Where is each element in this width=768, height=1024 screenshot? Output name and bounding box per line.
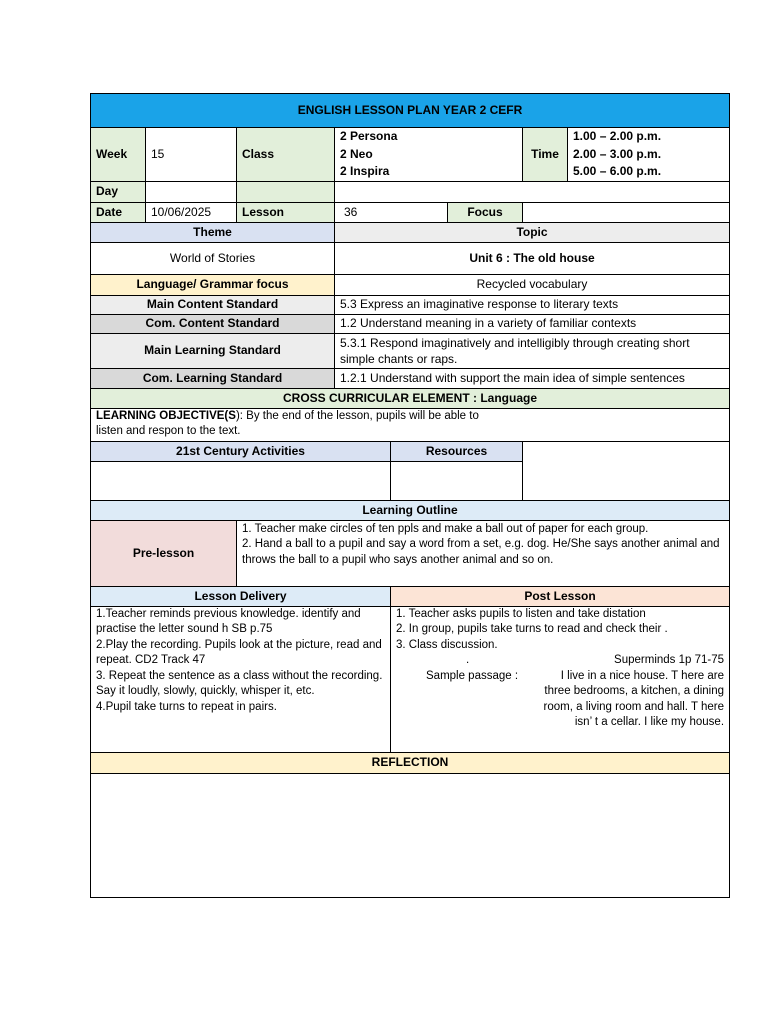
day-label: Day	[91, 181, 146, 202]
time-label: Time	[523, 128, 568, 182]
main-learning-standard-value: 5.3.1 Respond imaginatively and intelligibly through creating short simple chants or raps.	[335, 333, 730, 368]
learning-objective-text: By the end of the lesson, pupils will be able to	[242, 409, 479, 422]
theme-value: World of Stories	[91, 242, 335, 274]
week-label: Week	[91, 128, 146, 182]
sample-passage-text: room, a living room and hall. T here	[543, 700, 725, 713]
century-activities-label: 21st Century Activities	[91, 441, 391, 461]
com-learning-standard-label: Com. Learning Standard	[91, 368, 335, 388]
day-blank	[237, 181, 335, 202]
resources-label: Resources	[391, 441, 523, 461]
time-item: 1.00 – 2.00 p.m.	[573, 129, 662, 143]
post-lesson-label: Post Lesson	[391, 586, 730, 606]
superminds-reference: Superminds 1p 71-75	[614, 654, 725, 666]
post-lesson-content	[391, 606, 730, 752]
topic-label: Topic	[335, 222, 730, 242]
page-title: ENGLISH LESSON PLAN YEAR 2 CEFR	[91, 94, 730, 128]
learning-objective	[91, 408, 730, 441]
lesson-delivery-step: 1.Teacher reminds previous knowledge. identify and practise the letter sound h SB p.75	[96, 607, 361, 635]
post-lesson-step: 3. Class discussion.	[396, 638, 498, 651]
pre-lesson-step: 2. Hand a ball to a pupil and say a word from a set, e.g. dog. He/She says another animal and throws the ball to a pupil who says another animal and so on.	[242, 538, 720, 566]
sample-passage-label: Sample passage :	[426, 669, 519, 682]
pre-lesson-label: Pre-lesson	[91, 520, 237, 586]
cross-curricular-element: CROSS CURRICULAR ELEMENT : Language	[91, 388, 730, 408]
time-list	[568, 128, 730, 182]
learning-objective-label: LEARNING OBJECTIVE(S	[96, 409, 236, 422]
pre-lesson-content	[237, 520, 730, 586]
focus-label: Focus	[448, 202, 523, 222]
class-item: 2 Inspira	[340, 164, 390, 178]
learning-objective-label-suffix: ):	[235, 409, 243, 422]
focus-value	[523, 202, 730, 222]
week-value: 15	[146, 128, 237, 182]
lesson-delivery-step: 4.Pupil take turns to repeat in pairs.	[96, 700, 277, 713]
ithink-label: i-THINK	[523, 441, 730, 500]
lesson-delivery-content	[91, 606, 391, 752]
day-value	[146, 181, 237, 202]
lesson-plan	[90, 93, 729, 898]
post-lesson-step: 1. Teacher asks pupils to listen and take distation	[396, 607, 646, 620]
pre-lesson-step: 1. Teacher make circles of ten ppls and make a ball out of paper for each group.	[242, 522, 649, 535]
learning-outline-header: Learning Outline	[91, 500, 730, 520]
main-content-standard-value: 5.3 Express an imaginative response to literary texts	[335, 295, 730, 314]
class-list	[335, 128, 523, 182]
class-item: 2 Neo	[340, 146, 373, 161]
lesson-label: Lesson	[237, 202, 335, 222]
century-activities-value	[91, 461, 391, 500]
date-label: Date	[91, 202, 146, 222]
lesson-delivery-step: 3. Repeat the sentence as a class without the recording. Say it loudly, slowly, quickly, whisper it, etc.	[96, 669, 383, 697]
resources-value	[391, 461, 523, 500]
lesson-value: 36	[335, 202, 448, 222]
reflection-content	[91, 773, 730, 897]
main-content-standard-label: Main Content Standard	[91, 295, 335, 314]
post-lesson-step: 2. In group, pupils take turns to read and check their .	[396, 623, 668, 635]
class-item: 2 Persona	[340, 129, 398, 143]
sample-passage-text: isn’ t a cellar. I like my house.	[574, 716, 725, 728]
grammar-value: Recycled vocabulary	[335, 274, 730, 295]
time-item: 5.00 – 6.00 p.m.	[573, 164, 662, 178]
post-lesson-dot: .	[466, 654, 470, 666]
lesson-delivery-label: Lesson Delivery	[91, 586, 391, 606]
learning-objective-text: listen and respon to the text.	[96, 425, 241, 437]
theme-label: Theme	[91, 222, 335, 242]
sample-passage-text: I live in a nice house. T here are	[560, 669, 725, 682]
com-content-standard-value: 1.2 Understand meaning in a variety of familiar contexts	[335, 314, 730, 333]
date-value: 10/06/2025	[146, 202, 237, 222]
sample-passage-text: three bedrooms, a kitchen, a dining	[544, 685, 725, 697]
com-content-standard-label: Com. Content Standard	[91, 314, 335, 333]
lesson-delivery-step: 2.Play the recording. Pupils look at the picture, read and repeat. CD2 Track 47	[96, 638, 382, 666]
day-notes	[335, 181, 730, 202]
main-learning-standard-label: Main Learning Standard	[91, 333, 335, 368]
grammar-label: Language/ Grammar focus	[91, 274, 335, 295]
com-learning-standard-value: 1.2.1 Understand with support the main idea of simple sentences	[335, 368, 730, 388]
class-label: Class	[237, 128, 335, 182]
topic-value: Unit 6 : The old house	[335, 242, 730, 274]
lesson-plan-table	[90, 93, 730, 898]
time-item: 2.00 – 3.00 p.m.	[573, 146, 662, 161]
reflection-header: REFLECTION	[91, 752, 730, 773]
